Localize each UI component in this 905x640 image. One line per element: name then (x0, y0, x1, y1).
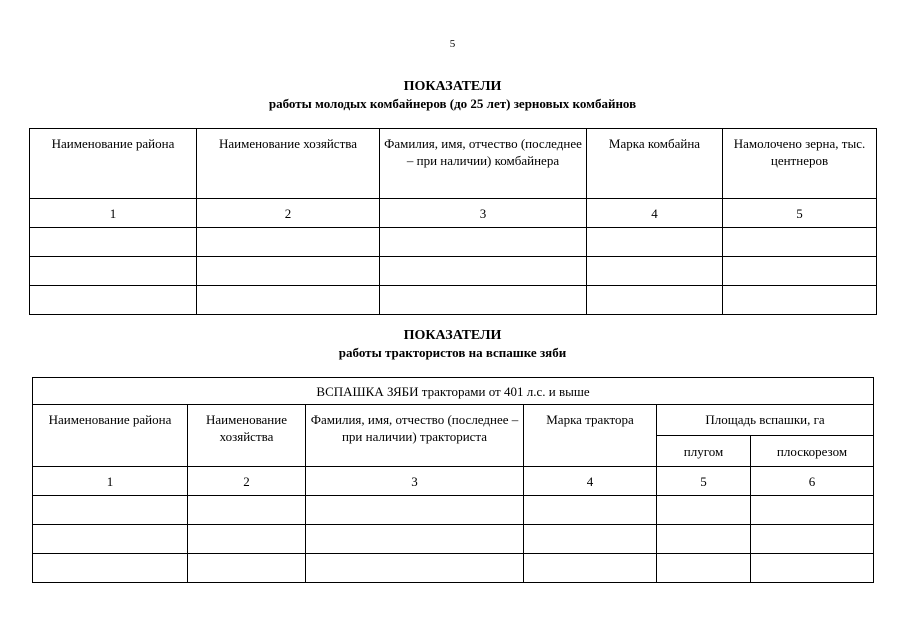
column-number: 1 (30, 199, 197, 228)
table-cell[interactable] (188, 496, 306, 525)
table-cell[interactable] (524, 496, 657, 525)
combiners-title: ПОКАЗАТЕЛИ (403, 79, 502, 94)
table-cell[interactable] (587, 228, 723, 257)
tractors-caption-row (33, 378, 874, 405)
table-cell[interactable] (33, 525, 188, 554)
table-cell[interactable] (306, 525, 524, 554)
table-cell[interactable] (723, 257, 877, 286)
table-cell[interactable] (380, 286, 587, 315)
column-header-district: Наименование района (30, 129, 197, 199)
table-cell[interactable] (723, 228, 877, 257)
column-header-combine-brand: Марка комбайна (587, 129, 723, 199)
tractors-header-row (33, 405, 874, 436)
column-header-farm: Наименование хозяйства (188, 405, 306, 467)
column-header-plowed-area: Площадь вспашки, га (657, 405, 874, 436)
column-number: 5 (723, 199, 877, 228)
combiners-subtitle: работы молодых комбайнеров (до 25 лет) зерновых комбайнов (268, 96, 637, 111)
table-caption: ВСПАШКА ЗЯБИ тракторами от 401 л.с. и выше (33, 378, 874, 405)
table-cell[interactable] (306, 496, 524, 525)
tractors-title: ПОКАЗАТЕЛИ (403, 328, 502, 343)
table-cell[interactable] (751, 496, 874, 525)
table-cell[interactable] (524, 525, 657, 554)
column-subheader-plough: плугом (657, 436, 751, 467)
column-number: 5 (657, 467, 751, 496)
table-cell[interactable] (380, 228, 587, 257)
table-row (33, 496, 874, 525)
table-cell[interactable] (657, 525, 751, 554)
column-header-operator-name: Фамилия, имя, отчество (последнее – при наличии) комбайнера (380, 129, 587, 199)
table-row (30, 257, 877, 286)
table-cell[interactable] (524, 554, 657, 583)
column-number: 2 (197, 199, 380, 228)
column-header-tractor-brand: Марка трактора (524, 405, 657, 467)
page-number: 5 (449, 38, 456, 50)
column-number: 6 (751, 467, 874, 496)
table-cell[interactable] (587, 257, 723, 286)
table-row (33, 554, 874, 583)
table-cell[interactable] (751, 554, 874, 583)
tractors-table (32, 377, 874, 583)
column-numbers-row (30, 199, 877, 228)
column-header-operator-name: Фамилия, имя, отчество (последнее – при наличии) тракториста (306, 405, 524, 467)
column-number: 1 (33, 467, 188, 496)
table-cell[interactable] (188, 525, 306, 554)
column-number: 4 (524, 467, 657, 496)
column-header-district: Наименование района (33, 405, 188, 467)
table-cell[interactable] (33, 496, 188, 525)
table-cell[interactable] (30, 257, 197, 286)
table-cell[interactable] (587, 286, 723, 315)
table-cell[interactable] (188, 554, 306, 583)
table-cell[interactable] (197, 286, 380, 315)
tractors-section-title (0, 327, 905, 361)
column-number: 2 (188, 467, 306, 496)
combiners-header-row (30, 129, 877, 199)
column-number: 4 (587, 199, 723, 228)
table-cell[interactable] (33, 554, 188, 583)
combiners-section-title (0, 78, 905, 112)
table-cell[interactable] (30, 286, 197, 315)
tractors-subtitle: работы трактористов на вспашке зяби (338, 345, 567, 360)
table-row (30, 228, 877, 257)
table-cell[interactable] (380, 257, 587, 286)
table-cell[interactable] (306, 554, 524, 583)
table-cell[interactable] (657, 496, 751, 525)
column-numbers-row (33, 467, 874, 496)
table-cell[interactable] (723, 286, 877, 315)
column-number: 3 (380, 199, 587, 228)
combiners-table (29, 128, 877, 315)
table-cell[interactable] (30, 228, 197, 257)
column-header-farm: Наименование хозяйства (197, 129, 380, 199)
column-header-grain-threshed: Намолочено зерна, тыс. центнеров (723, 129, 877, 199)
table-row (30, 286, 877, 315)
table-cell[interactable] (751, 525, 874, 554)
table-cell[interactable] (657, 554, 751, 583)
table-cell[interactable] (197, 228, 380, 257)
column-number: 3 (306, 467, 524, 496)
table-row (33, 525, 874, 554)
table-cell[interactable] (197, 257, 380, 286)
column-subheader-flat-cutter: плоскорезом (751, 436, 874, 467)
